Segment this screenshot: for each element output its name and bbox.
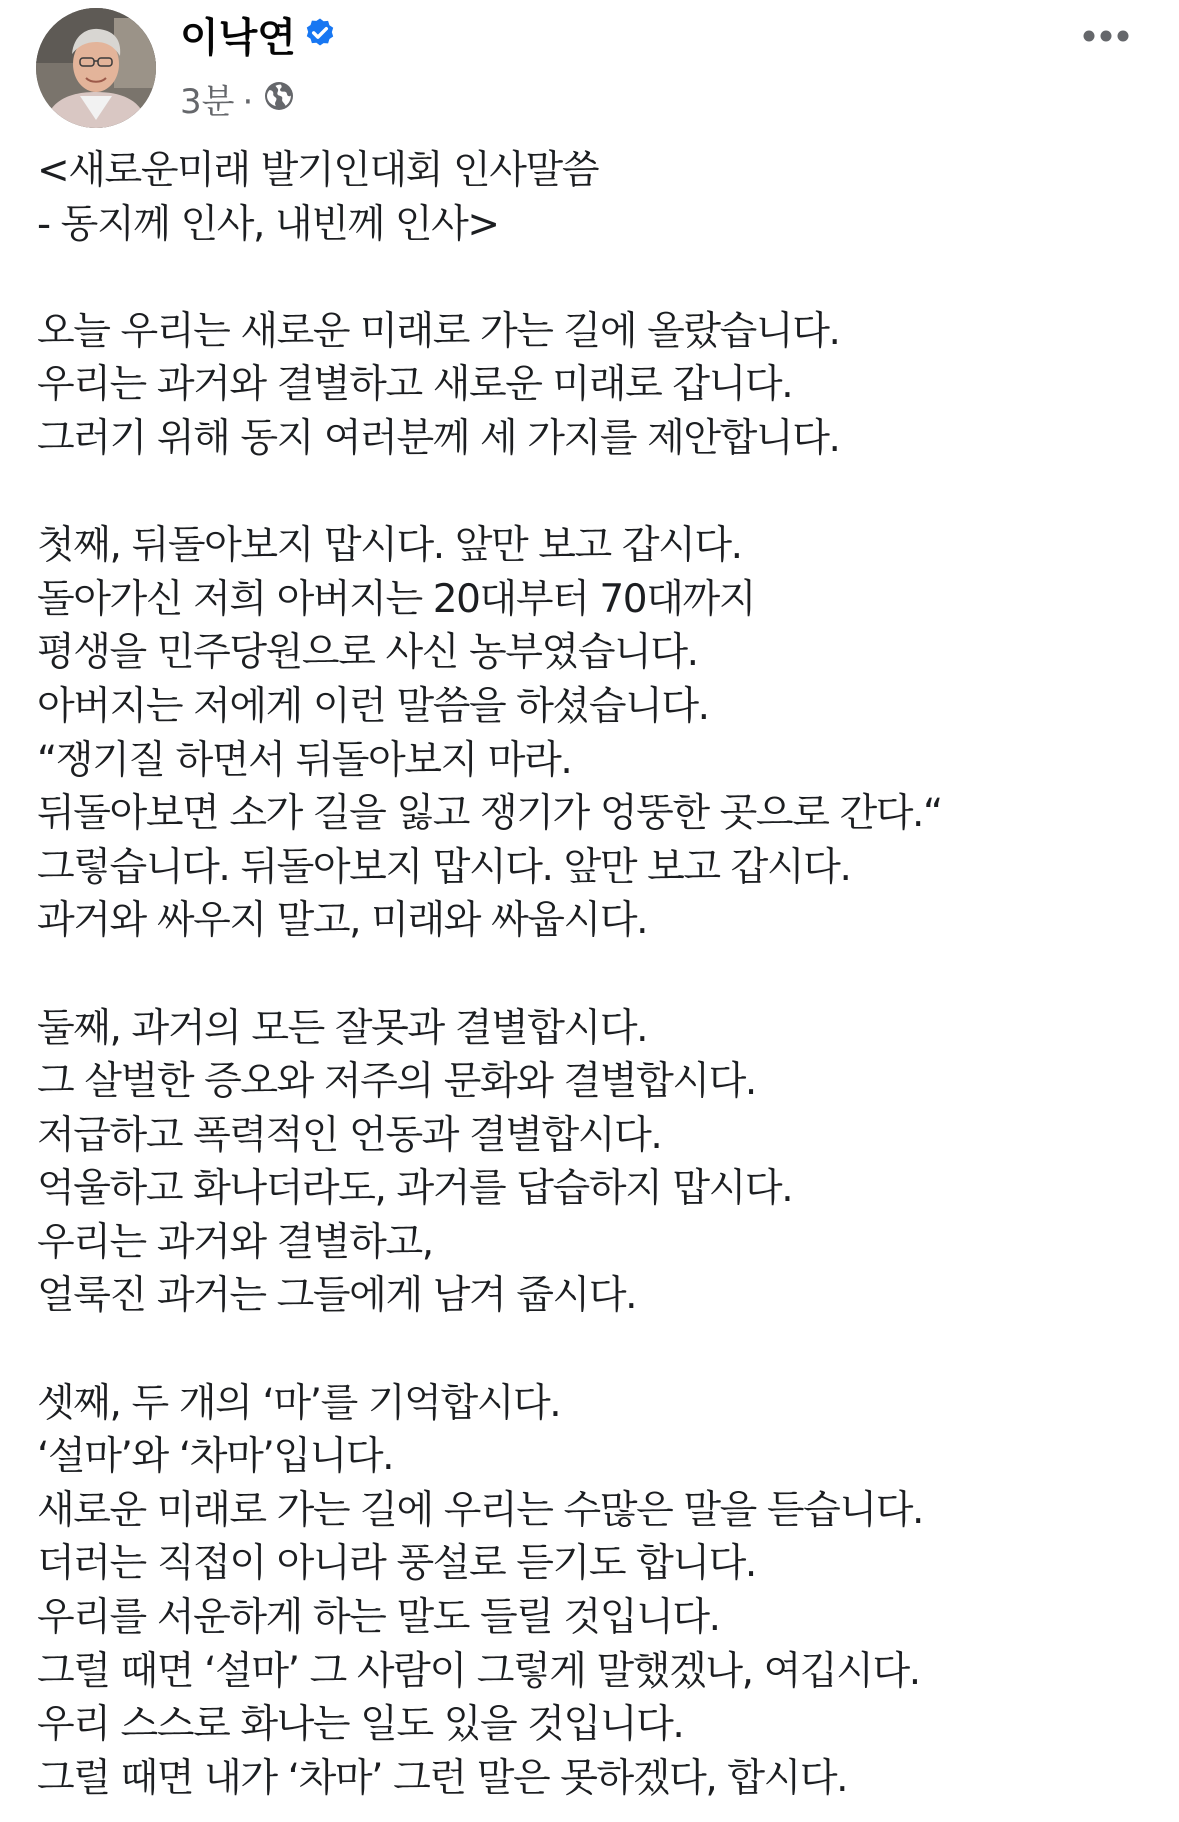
more-options-button[interactable] xyxy=(1076,18,1136,54)
meta-separator: · xyxy=(242,82,254,122)
post-line: 그럴 때면 ‘설마’ 그 사람이 그렇게 말했겠나, 여깁시다. xyxy=(37,1648,920,1694)
post-line: 우리는 과거와 결별하고 새로운 미래로 갑니다. xyxy=(37,362,793,408)
post-line: 더러는 직접이 아니라 풍설로 듣기도 합니다. xyxy=(37,1541,756,1587)
post-line: 저급하고 폭력적인 언동과 결별합시다. xyxy=(37,1112,662,1158)
post-line: 평생을 민주당원으로 사신 농부였습니다. xyxy=(37,630,698,676)
post-line: 첫째, 뒤돌아보지 맙시다. 앞만 보고 갑시다. xyxy=(37,523,742,569)
post-time[interactable]: 3분 xyxy=(180,82,235,122)
post-line: 과거와 싸우지 말고, 미래와 싸웁시다. xyxy=(37,898,648,944)
globe-icon[interactable] xyxy=(263,79,295,123)
paragraph-gap xyxy=(37,948,1147,1002)
paragraph-gap xyxy=(37,466,1147,520)
more-horizontal-icon xyxy=(1082,29,1130,43)
verified-badge-icon xyxy=(302,13,338,61)
post-text xyxy=(37,144,1147,1805)
post-line: “쟁기질 하면서 뒤돌아보지 마라. xyxy=(37,737,572,783)
paragraph-gap xyxy=(37,251,1147,305)
paragraph-gap xyxy=(37,1323,1147,1377)
post-header xyxy=(0,0,1179,135)
post-line: 억울하고 화나더라도, 과거를 답습하지 맙시다. xyxy=(37,1166,793,1212)
post-line: 아버지는 저에게 이런 말씀을 하셨습니다. xyxy=(37,683,709,729)
post-line: 그 살벌한 증오와 저주의 문화와 결별합시다. xyxy=(37,1059,756,1105)
post-line: 우리는 과거와 결별하고, xyxy=(37,1219,433,1265)
post-line: - 동지께 인사, 내빈께 인사> xyxy=(37,201,499,247)
post-meta xyxy=(180,80,295,124)
post-line: 그럴 때면 내가 ‘차마’ 그런 말은 못하겠다, 합시다. xyxy=(37,1755,848,1801)
post-line: <새로운미래 발기인대회 인사말씀 xyxy=(37,148,599,193)
profile-photo-avatar xyxy=(36,8,156,128)
post-line: 그러기 위해 동지 여러분께 세 가지를 제안합니다. xyxy=(37,415,840,461)
author-name[interactable]: 이낙연 xyxy=(180,15,296,61)
post-line: 둘째, 과거의 모든 잘못과 결별합시다. xyxy=(37,1005,648,1051)
author-name-row xyxy=(180,14,338,62)
post-line: 그렇습니다. 뒤돌아보지 맙시다. 앞만 보고 갑시다. xyxy=(37,844,851,890)
post-line: 셋째, 두 개의 ‘마’를 기억합시다. xyxy=(37,1380,561,1426)
post-line: 얼룩진 과거는 그들에게 남겨 줍시다. xyxy=(37,1273,637,1319)
post-line: 우리 스스로 화나는 일도 있을 것입니다. xyxy=(37,1702,684,1748)
post-line: 돌아가신 저희 아버지는 20대부터 70대까지 xyxy=(37,576,756,622)
post-line: 새로운 미래로 가는 길에 우리는 수많은 말을 듣습니다. xyxy=(37,1487,924,1533)
post-line: ‘설마’와 ‘차마’입니다. xyxy=(37,1434,394,1480)
post-line: 오늘 우리는 새로운 미래로 가는 길에 올랐습니다. xyxy=(37,308,840,354)
post-line: 우리를 서운하게 하는 말도 들릴 것입니다. xyxy=(37,1595,720,1641)
post-line: 뒤돌아보면 소가 길을 잃고 쟁기가 엉뚱한 곳으로 간다.“ xyxy=(37,791,942,837)
avatar[interactable] xyxy=(36,8,156,128)
